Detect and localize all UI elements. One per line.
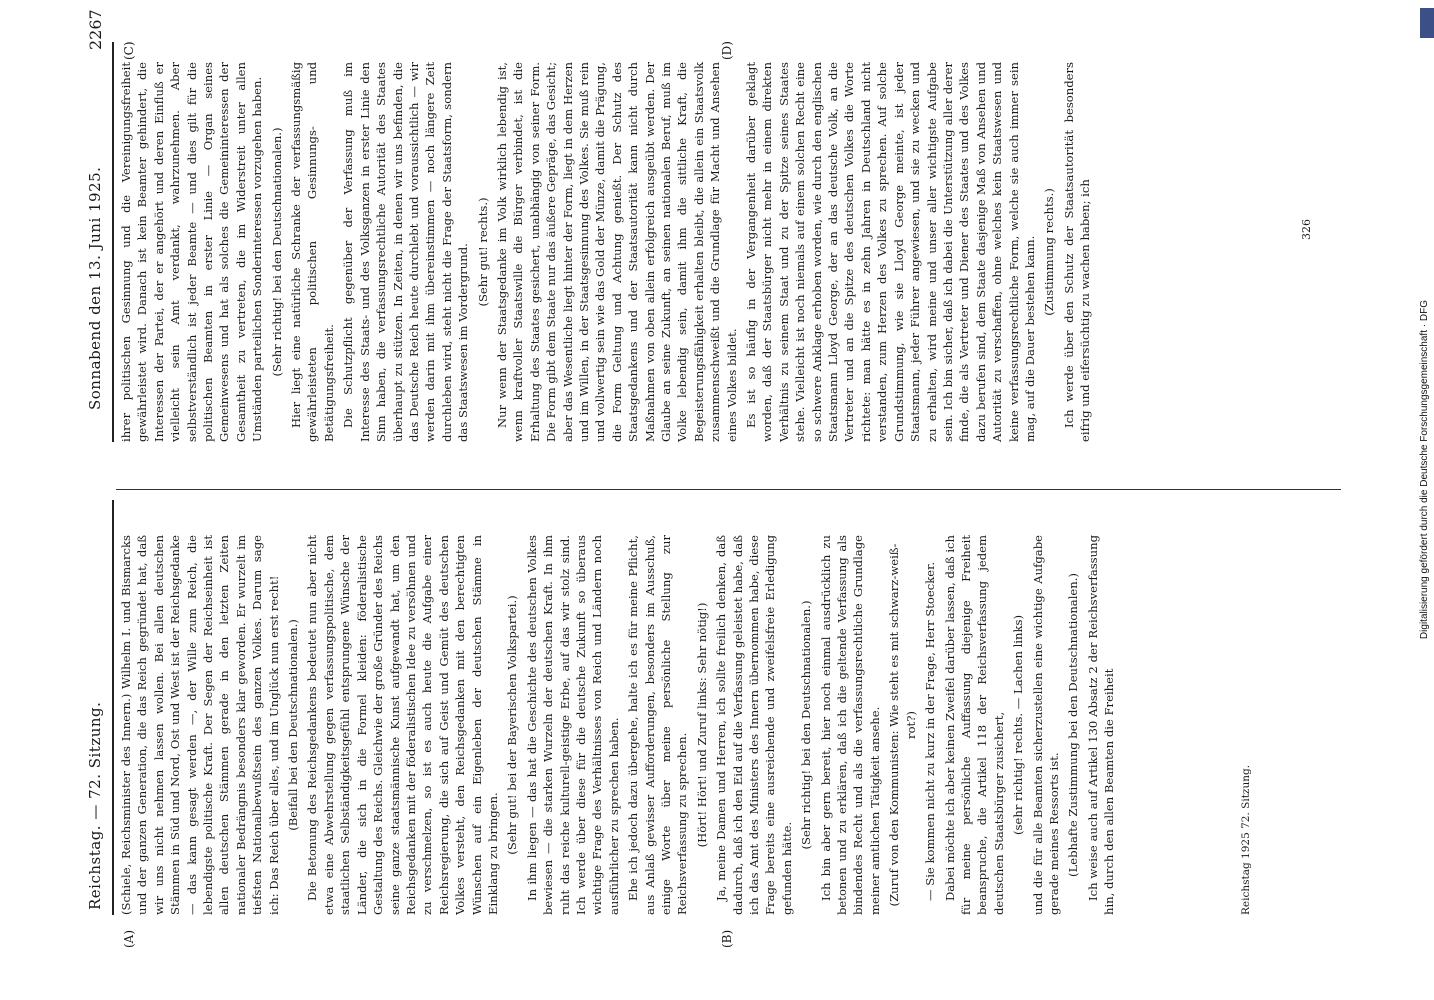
paragraph: Ich werde über den Schutz der Staatsautorität besonders eifrig und eifersüchtig zu wachen haben; ich — [1061, 62, 1093, 442]
dfg-notice-text: Digitalisierung gefördert durch die Deutsche Forschungsgemeinschaft · DFG — [1419, 300, 1430, 640]
paragraph: Ja, meine Damen und Herren, ich sollte freilich denken, daß dadurch, daß ich den Eid auf die Verfassung geleistet habe, daß ich das Amt des Ministers des Innern übernommen habe, diese Frage bereits eine ausreichende und zweifelsfreie Erledigung gefunden hätte. — [714, 535, 794, 915]
paragraph: und die für alle Beamten sicherzustellen eine wichtige Aufgabe gerade meines Ressorts ist. — [1030, 535, 1061, 915]
interjection: (Sehr richtig! bei den Deutschnationalen.) — [269, 127, 284, 377]
footnote: Reichstag 1925 72. Sitzung. — [1240, 764, 1252, 915]
paragraph: — Sie kommen nicht zu kurz in der Frage, Herr Stoecker. — [923, 561, 938, 901]
margin-label-c: (C) — [122, 41, 136, 60]
page-header — [86, 0, 112, 1000]
paragraph: ihrer politischen Gesinnung und die Vereinigungsfreiheit gewährleistet wird. Danach ist kein Beamter gehindert, die Interessen der Partei, der er angehört und deren Einfluß er vielleicht sein Amt verdankt, wahrzunehmen. Aber selbstverständlich ist jeder Beamte — und dies gilt für die politischen Beamten in erster Linie — Organ seines Gemeinwesens und hat als solches die Gemeininteressen der Gesamtheit zu vertreten, die im Widerstreit unter allen Umständen parteilichen Sonderinteressen vorzugehen haben. — [119, 62, 265, 442]
paragraph: Ich weise auch auf Artikel 130 Absatz 2 der Reichsverfassung hin, durch den allen Beamten die Freiheit — [1085, 535, 1117, 915]
header-rule-left — [112, 500, 114, 915]
header-rule-right — [112, 42, 114, 442]
margin-label-b: (B) — [720, 929, 734, 948]
interjection: (sehr richtig! rechts. — Lachen links) — [1011, 615, 1026, 835]
interjection: (Zustimmung rechts.) — [1042, 188, 1057, 316]
paragraph: (Schiele, Reichsminister des Innern.) Wilhelm I. und Bismarcks und der ganzen Generation, die das Reich gegründet hat, daß wir uns nicht nehmen lassen wollen. Bei allen deutschen Stämmen in Süd und Nord, Ost und West ist der Reichsgedanke — das kann gesagt werden —, der Wille zum Reich, die lebendigste politische Kraft. Der Segen der Reichseinheit ist allen deutschen Stämmen gerade in den letzten Zeiten nationaler Bedrängnis besonders klar geworden. Er wurzelt im tiefsten Nationalbewußtsein des ganzen Volkes. Darum sage ich: Das Reich über alles, und im Unglück nun erst recht! — [119, 535, 281, 915]
paragraph: Hier liegt eine natürliche Schranke der verfassungsmäßig gewährleisteten politischen Gesinnungs- und Betätigungsfreiheit. — [289, 62, 336, 442]
paragraph: Ehe ich jedoch dazu übergehe, halte ich es für meine Pflicht, aus Anlaß gewisser Aufforderungen, besonders im Ausschuß, einige Worte über meine persönliche Stellung zur Reichsverfassung zu sprechen. — [626, 535, 690, 915]
margin-label-a: (A) — [122, 929, 136, 948]
dfg-notice — [1418, 0, 1434, 1000]
paragraph: Ich bin aber gern bereit, hier noch einmal ausdrücklich zu betonen und zu erklären, daß ich die geltende Verfassung als bindendes Recht und als die verfassungsrechtliche Grundlage meiner amtlichen Tätigkeit ansehe. — [818, 535, 882, 915]
left-column — [118, 535, 1121, 915]
paragraph: Die Schutzpflicht gegenüber der Verfassung muß im Interesse des Staats- und des Volksganzen in erster Linie den Sinn haben, die verfassungsrechtliche Autorität des Staates überhaupt zu stützen. In Zeiten, in denen wir uns befinden, die das Deutsche Reich heute durchlebt und voraussichtlich — wir werden darin mit ihm übereinstimmen — noch längere Zeit durchleben wird, steht nicht die Frage der Staatsform, sondern das Staatswesen im Vordergrund. — [341, 62, 471, 442]
interjection: (Lebhafte Zustimmung bei den Deutschnationalen.) — [1066, 573, 1081, 877]
paragraph: Es ist so häufig in der Vergangenheit darüber geklagt worden, daß der Staatsbürger nicht mehr in einem direkten Verhältnis zu seinem Staat und zu der Spitze seines Staates stehe. Vielleicht ist noch niemals auf einem solchen Recht eine so schwere Anklage erhoben worden, wie durch den englischen Staatsmann Lloyd George, der an das deutsche Volk, an die Vertreter und an die Spitze des deutschen Volkes die Worte richtete: man hätte es in zehn Jahren in Deutschland nicht verstanden, zum Herzen des Volkes zu sprechen. Auf solche Grundstimmung, wie sie Lloyd George meinte, ist jeder Staatsmann, jeder Führer angewiesen, und sie zu wecken und zu erhalten, wird meine und unser aller wichtigste Aufgabe sein. Ich bin sicher, daß ich dabei die Unterstützung aller derer finde, die als Vertreter und Diener des Staates und des Volkes dazu berufen sind, dem Staate dasjenige Maß von Ansehen und Autorität zu verschaffen, ohne welches kein Staatswesen und keine verfassungsrechtliche Form, welche sie auch immer sein mag, auf die Dauer bestehen kann. — [744, 62, 1037, 442]
header-left: Reichstag. — 72. Sitzung. — [86, 701, 104, 910]
interjection: (Sehr gut! bei der Bayerischen Volkspartei.) — [505, 595, 520, 855]
paragraph: Nur wenn der Staatsgedanke im Volk wirklich lebendig ist, wenn kraftvoller Staatswille die Bürger verbindet, ist die Erhaltung des Staates gesichert, unabhängig von seiner Form. Die Form gibt dem Staate nur das äußere Gepräge, das Gesicht; aber das Wesentliche liegt hinter der Form, liegt in dem Herzen und im Willen, in der Staatsgesinnung des Volkes. Sie muß rein und vollwertig sein wie das Gold der Münze, damit die Prägung, die Form Geltung und Achtung genießt. Der Schutz des Staatsgedankens und der Staatsautorität kann nicht durch Maßnahmen von oben allein erfolgreich ausgeübt werden. Der Glaube an seine Zukunft, an seinen nationalen Beruf, muß im Volke lebendig sein, damit ihm die sittliche Kraft, die Begeisterungsfähigkeit erhalten bleibt, die allein ein Staatsvolk zusammenschweißt und die Grundlage für Macht und Ansehen eines Volkes bildet. — [494, 62, 739, 442]
interjection: (Hört! Hört! und Zuruf links: Sehr nötig!) — [694, 602, 709, 848]
interjection: (Sehr gut! rechts.) — [475, 197, 490, 307]
paragraph: In ihm liegen — das hat die Geschichte des deutschen Volkes bewiesen — die starken Wurzeln der deutschen Kraft. In ihm ruht das reiche kulturell-geistige Erbe, auf das wir stolz sind. Ich werde über diese für die deutsche Zukunft so überaus wichtige Frage des Verhältnisses von Reich und Ländern noch ausführlicher zu sprechen haben. — [524, 535, 621, 915]
interjection: (Beifall bei den Deutschnationalen.) — [286, 619, 301, 831]
interjection: (Sehr richtig! bei den Deutschnationalen.) — [799, 600, 814, 850]
page-number: 2267 — [86, 9, 105, 50]
interjection: (Zuruf von den Kommunisten: Wie steht es mit schwarz-weiß-rot?) — [887, 543, 918, 907]
margin-label-d: (D) — [720, 41, 734, 60]
dfg-logo-icon — [1420, 8, 1434, 38]
paragraph: Dabei möchte ich aber keinen Zweifel darüber lassen, daß ich für meine persönliche Auffassung diejenige Freiheit beanspruche, die Artikel 118 der Reichsverfassung jedem deutschen Staatsbürger zusichert, — [942, 535, 1006, 915]
header-right: Sonnabend den 13. Juni 1925. — [86, 166, 104, 410]
right-column — [118, 62, 1097, 442]
page-foot-number: 326 — [1300, 219, 1313, 240]
column-divider — [116, 489, 1341, 490]
paragraph: Die Betonung des Reichsgedankens bedeutet nun aber nicht etwa eine Abwehrstellung gegen verfassungspolitische, dem staatlichen Selbständigkeitsgefühl entsprungene Wünsche der Länder, die sich in die Formel kleiden: föderalistische Gestaltung des Reichs. Gleichwie der große Gründer des Reichs seine ganze staatsmännische Kunst aufgewandt hat, um den Reichsgedanken mit der föderalistischen Idee zu versöhnen und zu verschmelzen, so ist es auch heute die Aufgabe einer Reichsregierung, die sich auf Geist und Gemüt des deutschen Volkes versteht, den Reichsgedanken mit den berechtigten Wünschen auf ein Eigenleben der deutschen Stämme in Einklang zu bringen. — [305, 535, 500, 915]
